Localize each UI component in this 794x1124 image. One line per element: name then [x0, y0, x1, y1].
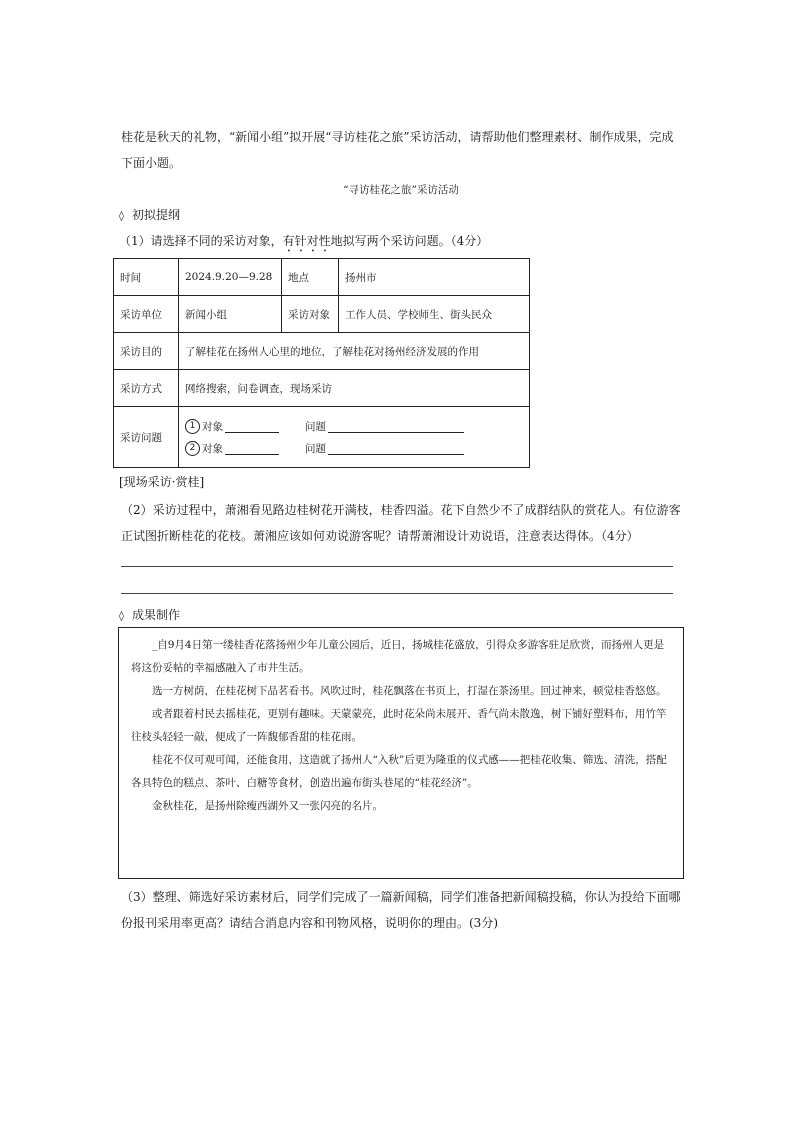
time-value: 2024.9.20—9.28: [179, 259, 282, 296]
question-word-2: 问题: [305, 442, 326, 455]
object-blank-2[interactable]: [225, 442, 279, 455]
question-row-1: [185, 415, 523, 437]
q1-emphasis: 有针对性: [282, 234, 331, 248]
object-blank-1[interactable]: [225, 420, 279, 433]
q1-suffix: 地拟写两个采访问题。（4分）: [330, 234, 489, 248]
section-outline-title: 初拟提纲: [131, 208, 180, 222]
method-label: 采访方式: [114, 370, 179, 407]
news-article-box: [118, 627, 684, 879]
section-result: [119, 606, 180, 623]
object-label-2: 对象: [202, 442, 223, 455]
question-word-1: 问题: [305, 420, 326, 433]
target-value: 工作人员、学校师生、街头民众: [339, 296, 530, 333]
article-paragraph: 桂花不仅可观可闻，还能食用，这造就了扬州人“入秋”后更为隆重的仪式感——把桂花收集、筛选、清洗，搭配各具特色的糕点、茶叶、白糖等食材，创造出遍布街头巷尾的“桂花经济”。: [131, 754, 667, 789]
purpose-value: 了解桂花在扬州人心里的地位，了解桂花对扬州经济发展的作用: [179, 333, 530, 370]
interview-table: [113, 258, 530, 468]
answer-line-2[interactable]: [121, 593, 673, 594]
article-paragraph: 选一方树荫，在桂花树下品茗看书。风吹过时，桂花飘落在书页上，打湿在茶汤里。回过神来，顿觉桂香悠悠。: [152, 685, 667, 697]
unit-value: 新闻小组: [179, 296, 282, 333]
section-outline: [119, 206, 180, 223]
section-onsite: [现场采访·赏桂]: [119, 475, 205, 489]
diamond-bullet-icon: ◊: [119, 211, 124, 222]
time-label: 时间: [114, 259, 179, 296]
article-paragraph: 或者跟着村民去摇桂花，更别有趣味。天蒙蒙亮，此时花朵尚未展开、香气尚未散逸，树下铺好塑料布，用竹竿往枝头轻轻一敲，便成了一阵馥郁香甜的桂花雨。: [131, 708, 667, 743]
q1-prefix: （1）请选择不同的采访对象，: [119, 234, 283, 248]
question-label: 采访问题: [114, 407, 179, 468]
circled-number-1: 1: [185, 419, 200, 434]
object-label-1: 对象: [202, 420, 223, 433]
section-result-title: 成果制作: [131, 608, 180, 622]
intro-text: 桂花是秋天的礼物，“新闻小组”拟开展“寻访桂花之旅”采访活动，请帮助他们整理素材、制作成果，完成下面小题。: [121, 130, 674, 170]
question-2: （2）采访过程中，萧湘看见路边桂树花开满枝，桂香四溢。花下自然少不了成群结队的赏花人。有位游客正试图折断桂花的花枝。萧湘应该如何劝说游客呢？请帮萧湘设计劝说语，注意表达得体。（4分）: [121, 503, 681, 543]
question-blank-1[interactable]: [328, 420, 464, 433]
question-1: [119, 232, 488, 255]
circled-number-2: 2: [185, 441, 200, 456]
answer-line-1[interactable]: [121, 566, 673, 567]
place-value: 扬州市: [339, 259, 530, 296]
unit-label: 采访单位: [114, 296, 179, 333]
article-paragraph: 金秋桂花，是扬州除瘦西湖外又一张闪亮的名片。: [152, 800, 383, 812]
question-cell: [179, 407, 530, 468]
target-label: 采访对象: [282, 296, 339, 333]
article-paragraph: _自9月4日第一缕桂香花落扬州少年儿童公园后，近日，扬城桂花盛放，引得众多游客驻足欣赏，而扬州人更是将这份妥帖的幸福感融入了市井生活。: [131, 639, 665, 674]
question-3: （3）整理、筛选好采访素材后，同学们完成了一篇新闻稿，同学们准备把新闻稿投稿，你认为投给下面哪份报刊采用率更高？请结合消息内容和刊物风格，说明你的理由。(3分): [121, 890, 681, 930]
question-row-2: [185, 437, 523, 459]
activity-title: “寻访桂花之旅”采访活动: [343, 184, 459, 196]
method-value: 网络搜索，问卷调查，现场采访: [179, 370, 530, 407]
place-label: 地点: [282, 259, 339, 296]
question-blank-2[interactable]: [328, 442, 464, 455]
purpose-label: 采访目的: [114, 333, 179, 370]
diamond-bullet-icon: ◊: [119, 611, 124, 622]
